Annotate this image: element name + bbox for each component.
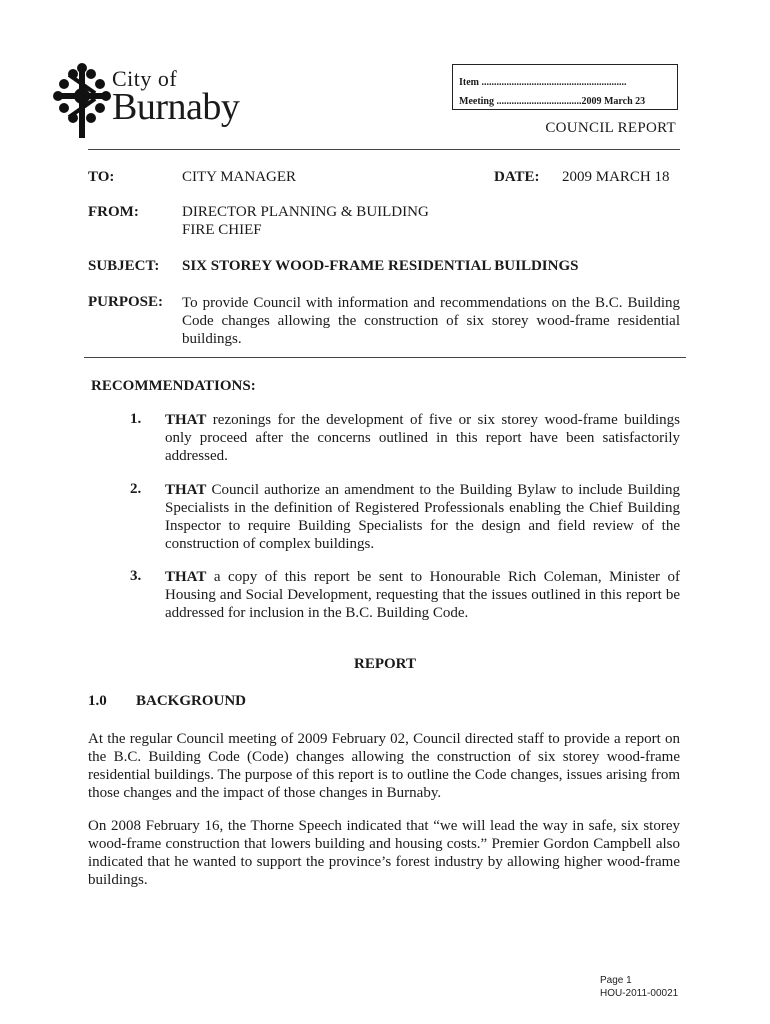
recommendation-body: rezonings for the development of five or six storey wood-frame buildings only proceed after the concerns outlined in this report have been satisfactorily addressed. <box>165 412 680 464</box>
date-value: 2009 MARCH 18 <box>562 169 670 185</box>
page-footer <box>600 974 678 1000</box>
section-number: 1.0 <box>88 693 107 709</box>
from-label: FROM: <box>88 204 139 220</box>
paragraph: At the regular Council meeting of 2009 February 02, Council directed staff to provide a report on the B.C. Building Code (Code) changes allowing the construction of six storey wood-frame residential buildings. The purpose of this report is to outline the Code changes, issues arising from those changes and the impact of those changes in Burnaby. <box>88 731 680 801</box>
recommendation-lead: THAT <box>165 569 207 585</box>
page-number: Page 1 <box>600 975 632 986</box>
report-heading: REPORT <box>354 656 416 672</box>
header-divider <box>88 149 680 150</box>
recommendation-body: Council authorize an amendment to the Building Bylaw to include Building Specialists in the definition of Registered Professionals enabling the Chief Building Inspector to require Building Specialists for the design and field review of the construction of complex buildings. <box>165 482 680 552</box>
recommendation-text <box>165 568 680 622</box>
subject-value: SIX STOREY WOOD-FRAME RESIDENTIAL BUILDINGS <box>182 258 579 274</box>
logo-wordmark <box>112 66 240 128</box>
from-value-1: DIRECTOR PLANNING & BUILDING <box>182 204 429 220</box>
paragraph: On 2008 February 16, the Thorne Speech indicated that “we will lead the way in safe, six storey wood-frame construction that lowers building and housing costs.” Premier Gordon Campbell also indicated that he wanted to support the province’s forest industry by allowing higher wood-frame buildings. <box>88 818 680 888</box>
recommendation-number: 1. <box>130 411 142 427</box>
purpose-divider <box>84 357 686 358</box>
recommendation-text <box>165 481 680 553</box>
from-value-2: FIRE CHIEF <box>182 222 262 238</box>
recommendation-lead: THAT <box>165 482 207 498</box>
purpose-label: PURPOSE: <box>88 294 163 310</box>
recommendation-body: a copy of this report be sent to Honourable Rich Coleman, Minister of Housing and Social Development, requesting that the issues outlined in this report be addressed for inclusion in the B.C. Building Code. <box>165 569 680 621</box>
to-value: CITY MANAGER <box>182 169 297 185</box>
logo-burnaby: Burnaby <box>112 86 240 128</box>
meeting-line: Meeting ..................................2009 March 23 <box>459 96 646 107</box>
item-meeting-box <box>452 64 678 110</box>
date-label: DATE: <box>494 169 540 185</box>
recommendation-number: 3. <box>130 568 142 584</box>
logo-city-of: City of <box>112 66 178 91</box>
recommendation-lead: THAT <box>165 412 207 428</box>
section-title: BACKGROUND <box>136 693 247 709</box>
recommendations-heading: RECOMMENDATIONS: <box>91 378 256 394</box>
purpose-value: To provide Council with information and recommendations on the B.C. Building Code changes allowing the construction of six storey wood-frame residential buildings. <box>182 295 680 347</box>
recommendation-text <box>165 411 680 465</box>
subject-label: SUBJECT: <box>88 258 160 274</box>
to-label: TO: <box>88 169 115 185</box>
document-id: HOU-2011-00021 <box>600 988 679 999</box>
report-type: COUNCIL REPORT <box>545 120 676 136</box>
recommendation-number: 2. <box>130 481 142 497</box>
item-line: Item .......................................................... <box>459 77 627 88</box>
